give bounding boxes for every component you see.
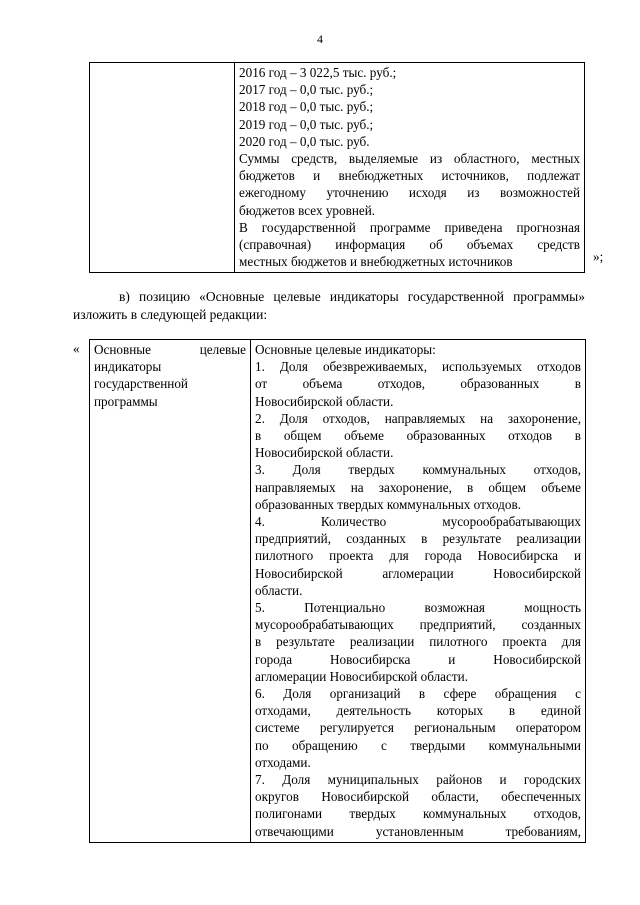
text-line: Новосибирской агломерации Новосибирской [255, 565, 581, 581]
text-line: 2017 год – 0,0 тыс. руб.; [239, 82, 374, 98]
funding-table [89, 62, 585, 273]
text-line: отвечающими установленным требованиям, [255, 823, 581, 839]
text-line: мусорообрабатывающих предприятий, созданных [255, 617, 581, 633]
text-line: 2020 год – 0,0 тыс. руб. [239, 133, 370, 149]
text-line: 2019 год – 0,0 тыс. руб.; [239, 116, 374, 132]
text-line: полигонами твердых коммунальных отходов, [255, 806, 581, 822]
paragraph-line: в) позицию «Основные целевые индикаторы государственной программы» [119, 289, 585, 304]
text-line: бюджетов и внебюджетных источников, подлежат [239, 168, 580, 184]
text-line: 5. Потенциально возможная мощность [255, 600, 581, 616]
text-line: отходами, деятельность которых в единой [255, 703, 581, 719]
text-line: Суммы средств, выделяемые из областного, местных [239, 151, 580, 167]
text-line: 7. Доля муниципальных районов и городских [255, 772, 581, 788]
closing-quote: »; [593, 249, 604, 264]
indicators-label-cell [90, 340, 251, 843]
text-line: пилотного проекта для города Новосибирска и [255, 548, 581, 564]
text-line: 3. Доля твердых коммунальных отходов, [255, 462, 581, 478]
paragraph-line: изложить в следующей редакции: [73, 306, 268, 322]
opening-quote: « [73, 341, 80, 356]
text-line: ежегодному уточнению исходя из возможностей [239, 185, 580, 201]
text-line: бюджетов всех уровней. [239, 202, 376, 218]
text-line: 6. Доля организаций в сфере обращения с [255, 686, 581, 702]
text-line: от объема отходов, образованных в [255, 376, 581, 392]
text-line: (справочная) информация об объемах средств [239, 237, 580, 253]
text-line: 2016 год – 3 022,5 тыс. руб.; [239, 65, 397, 80]
text-line: программы [94, 393, 158, 409]
text-line: В государственной программе приведена прогнозная [239, 219, 580, 235]
text-line: индикаторы [94, 359, 162, 375]
text-line: образованных твердых коммунальных отходов. [255, 496, 522, 512]
text-line: по обращению с твердыми коммунальными [255, 737, 581, 753]
text-line: в общем объеме образованных отходов в [255, 428, 581, 444]
funding-text-cell [235, 63, 585, 273]
text-line: области. [255, 582, 303, 598]
text-line: 2018 год – 0,0 тыс. руб.; [239, 99, 374, 115]
text-line: Новосибирской области. [255, 445, 394, 461]
text-line: Новосибирской области. [255, 393, 394, 409]
text-line: в результате реализации пилотного проекта для [255, 634, 581, 650]
indicators-table [89, 339, 586, 843]
indicators-text-cell [251, 340, 586, 843]
text-line: отходами. [255, 754, 311, 770]
text-line: 2. Доля отходов, направляемых на захоронение, [255, 410, 581, 426]
text-line: Основные целевые [94, 342, 246, 357]
page-number: 4 [317, 32, 323, 46]
text-line: города Новосибирска и Новосибирской [255, 651, 581, 667]
text-line: 4. Количество мусорообрабатывающих [255, 514, 581, 530]
text-line: агломерации Новосибирской области. [255, 668, 468, 684]
amendment-paragraph [73, 288, 585, 323]
text-line: местных бюджетов и внебюджетных источников [239, 254, 513, 270]
text-line: округов Новосибирской области, обеспеченных [255, 789, 581, 805]
text-line: 1. Доля обезвреживаемых, используемых отходов [255, 359, 581, 375]
text-line: предприятий, созданных в результате реализации [255, 531, 581, 547]
table-row [90, 63, 585, 273]
text-line: системе регулируется региональным оператором [255, 720, 581, 736]
text-line: направляемых на захоронение, в общем объеме [255, 479, 581, 495]
funding-label-cell [90, 63, 235, 273]
text-line: Основные целевые индикаторы: [255, 342, 436, 357]
table-row [90, 340, 586, 843]
text-line: государственной [94, 376, 188, 392]
